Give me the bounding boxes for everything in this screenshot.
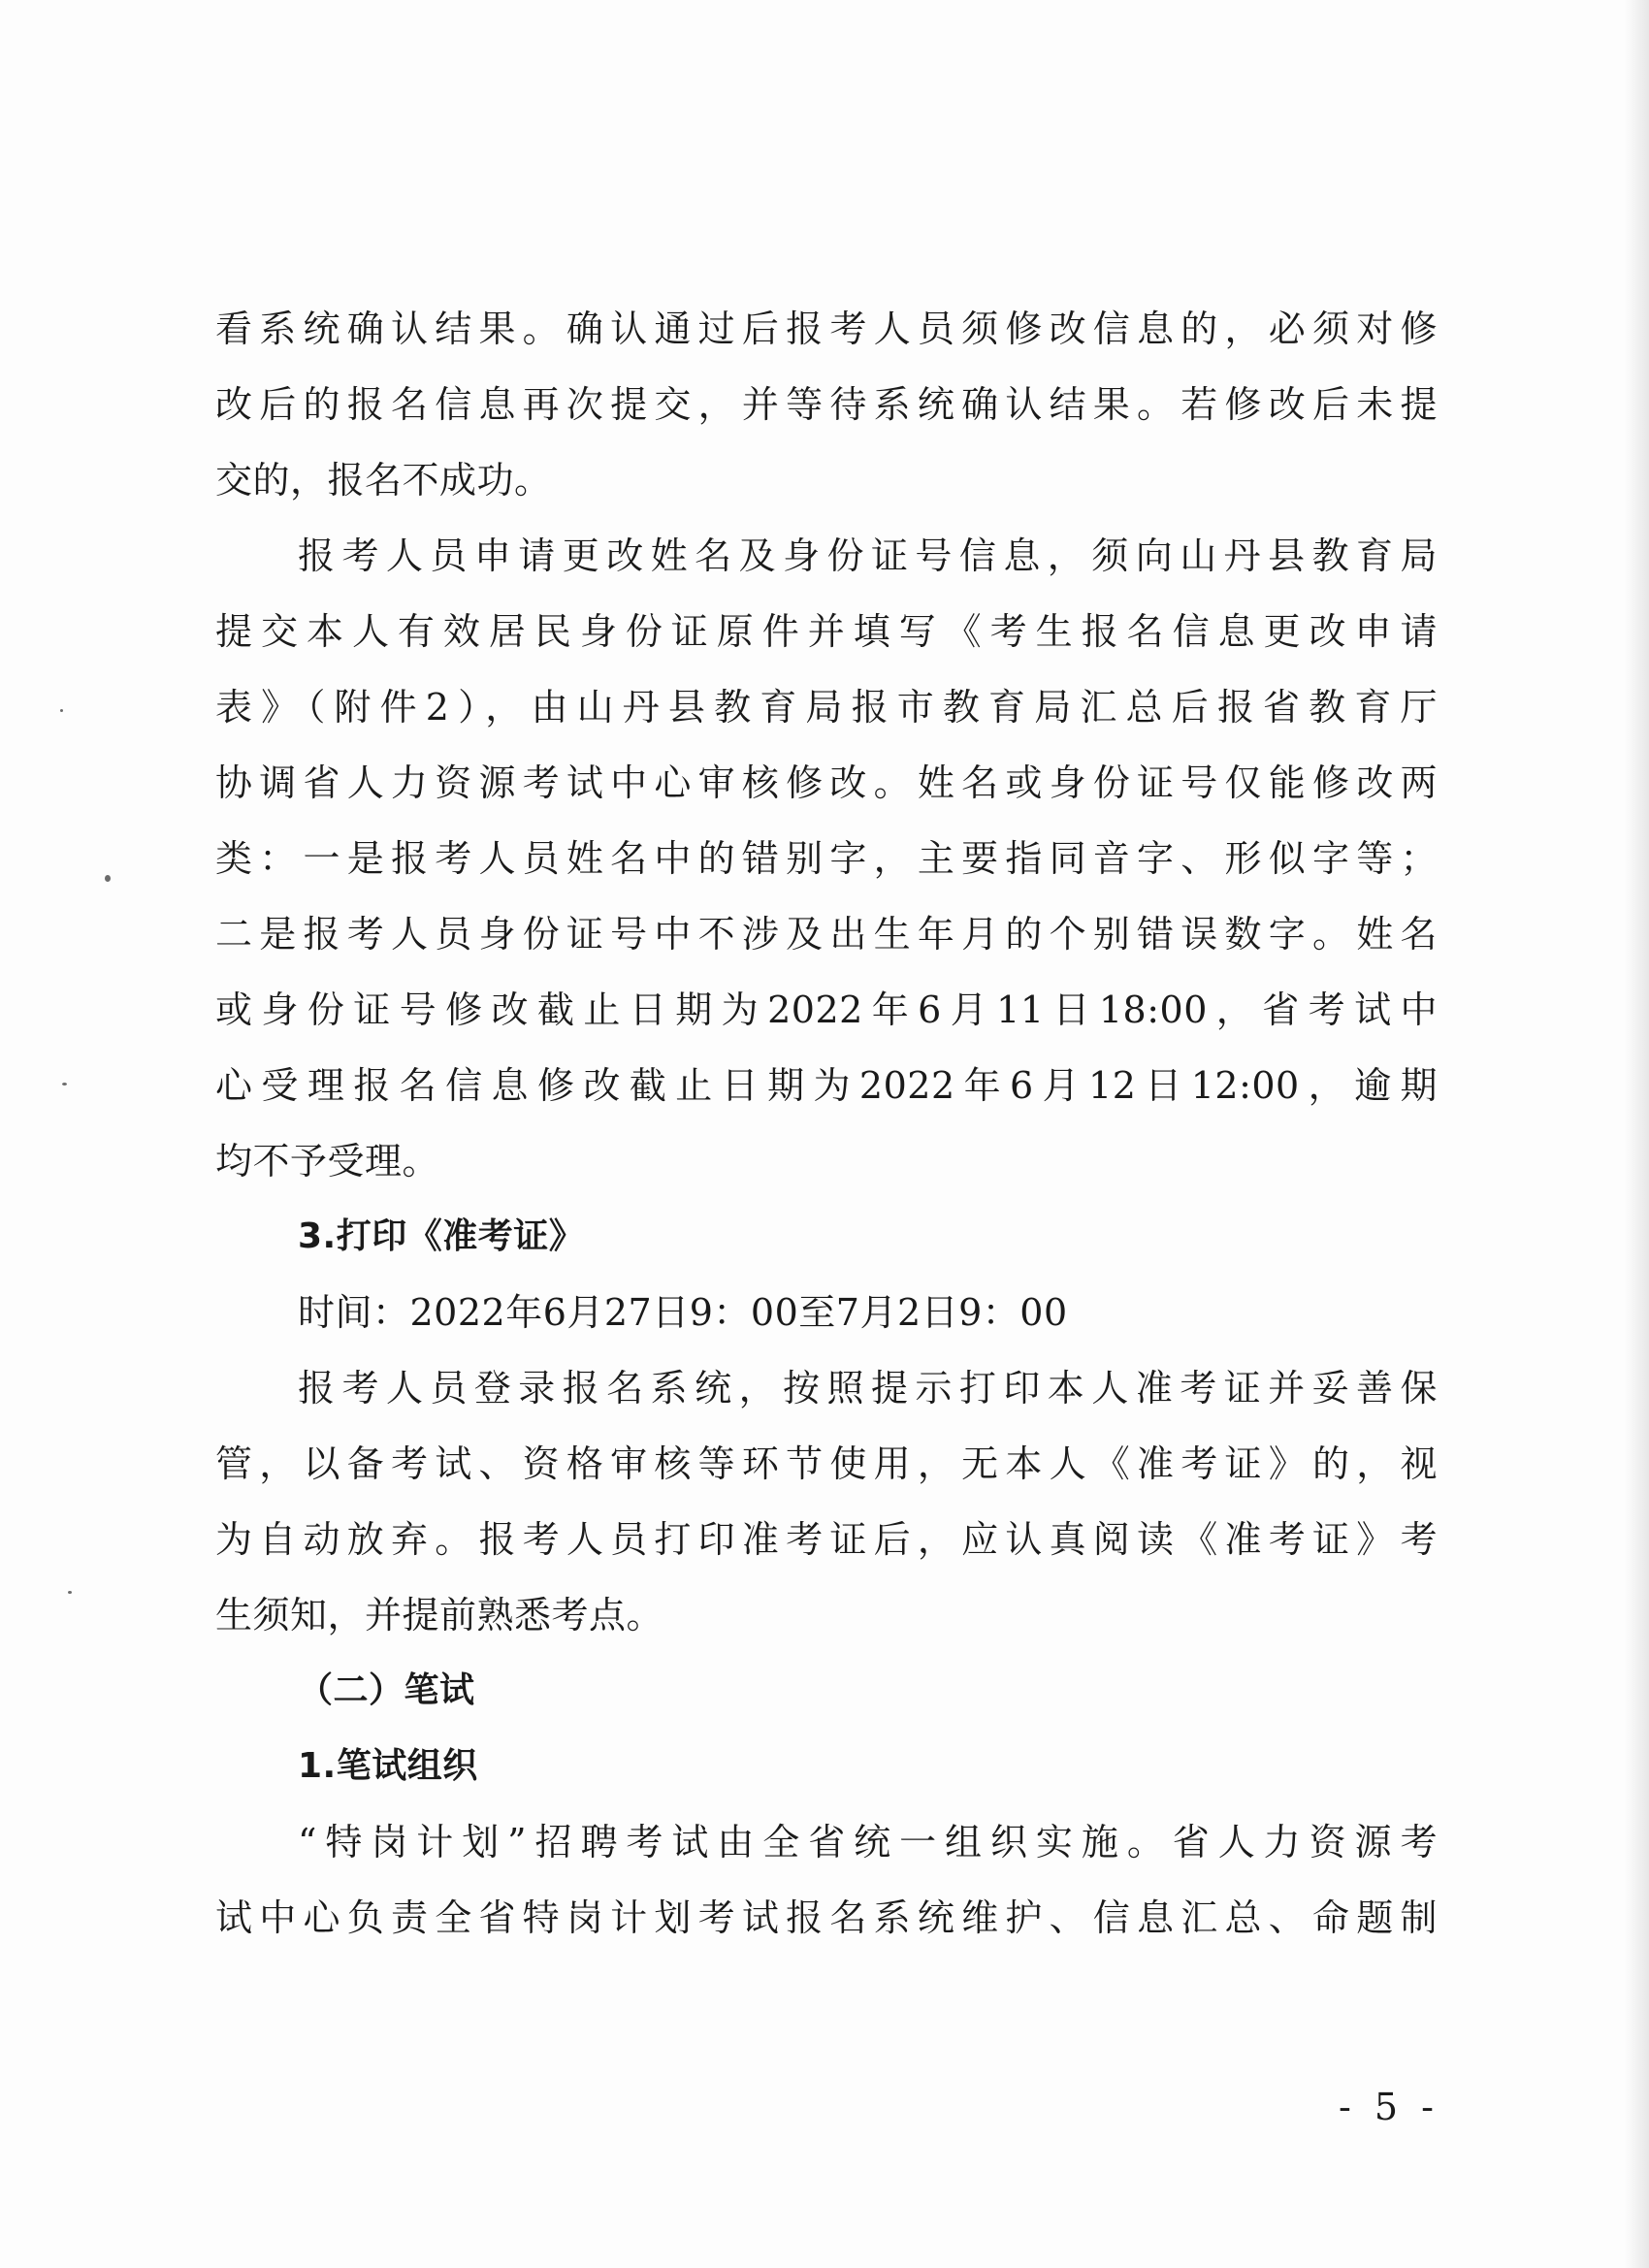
text-line: 类：一是报考人员姓名中的错别字，主要指同音字、形似字等；: [215, 837, 1438, 880]
scan-speck: [60, 709, 63, 712]
section-heading-exam-organization: 1.笔试组织: [298, 1746, 478, 1786]
page-number: - 5 -: [1339, 2086, 1440, 2128]
text-line: 改后的报名信息再次提交，并等待系统确认结果。若修改后未提: [215, 383, 1438, 426]
section-heading-print-admission: 3.打印《准考证》: [298, 1216, 585, 1256]
paragraph-start-line: 报考人员登录报名系统，按照提示打印本人准考证并妥善保: [298, 1367, 1438, 1409]
text-line: 协调省人力资源考试中心审核修改。姓名或身份证号仅能修改两: [215, 761, 1438, 804]
paragraph-start-line: 报考人员申请更改姓名及身份证号信息，须向山丹县教育局: [298, 535, 1438, 577]
text-line: 为自动放弃。报考人员打印准考证后，应认真阅读《准考证》考: [215, 1518, 1438, 1561]
section-heading-written-exam: （二）笔试: [298, 1670, 475, 1710]
print-time-line: 时间：2022年6月27日9：00至7月2日9：00: [298, 1291, 1068, 1334]
scan-edge-shadow: [1624, 0, 1649, 2268]
text-line: 交的，报名不成功。: [215, 459, 552, 502]
text-line: 表》（附件2），由山丹县教育局报市教育局汇总后报省教育厅: [215, 686, 1438, 729]
text-line: 生须知，并提前熟悉考点。: [215, 1594, 664, 1636]
text-line: 管，以备考试、资格审核等环节使用，无本人《准考证》的，视: [215, 1442, 1438, 1485]
text-line: 看系统确认结果。确认通过后报考人员须修改信息的，必须对修: [215, 308, 1438, 350]
scan-speck: [105, 875, 111, 882]
paragraph-start-line: “特岗计划”招聘考试由全省统一组织实施。省人力资源考: [298, 1821, 1438, 1863]
scan-speck: [62, 1083, 67, 1085]
text-line: 提交本人有效居民身份证原件并填写《考生报名信息更改申请: [215, 610, 1438, 653]
text-line: 试中心负责全省特岗计划考试报名系统维护、信息汇总、命题制: [215, 1896, 1438, 1939]
text-line: 均不予受理。: [215, 1140, 440, 1183]
scan-speck: [68, 1591, 72, 1594]
text-line: 二是报考人员身份证号中不涉及出生年月的个别错误数字。姓名: [215, 913, 1438, 956]
text-line: 或身份证号修改截止日期为2022年6月11日18:00，省考试中: [215, 988, 1438, 1031]
body-text: [215, 291, 1438, 1956]
text-line: 心受理报名信息修改截止日期为2022年6月12日12:00，逾期: [215, 1064, 1438, 1107]
